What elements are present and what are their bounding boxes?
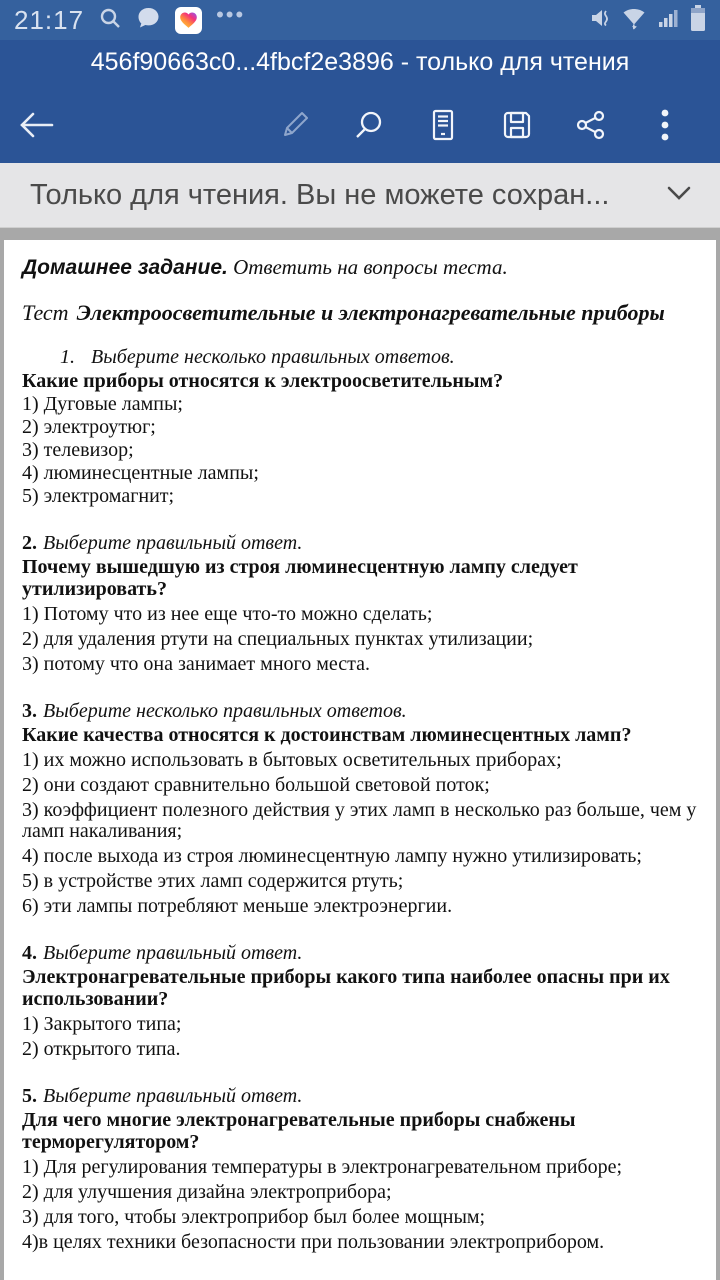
answer-option: 4) после выхода из строя люминесцентную лампу нужно утилизировать; <box>22 845 642 867</box>
question-instruction <box>22 1086 700 1107</box>
signal-strength-icon <box>656 5 682 36</box>
question-instruction <box>22 701 700 722</box>
instruction-text: Выберите правильный ответ. <box>43 532 303 554</box>
readonly-banner-text: Только для чтения. Вы не можете сохран... <box>30 178 610 211</box>
document-title: 456f90663c0...4fbcf2e3896 - только для чтения <box>90 48 630 76</box>
question-block <box>22 701 700 917</box>
instruction-text: Выберите правильный ответ. <box>43 1085 303 1107</box>
share-button[interactable] <box>554 109 628 141</box>
overflow-menu-button[interactable] <box>628 108 702 142</box>
save-button[interactable] <box>480 109 554 141</box>
answer-option: 6) эти лампы потребляют меньше электроэнергии. <box>22 895 453 917</box>
question-block <box>22 1086 700 1253</box>
answer-option: 2) для улучшения дизайна электроприбора; <box>22 1181 392 1203</box>
test-label: Тест <box>22 300 69 325</box>
answer-option: 2) открытого типа. <box>22 1038 181 1060</box>
question-text: Электронагревательные приборы какого типа наиболее опасны при их использовании? <box>22 966 670 1010</box>
homework-text: Ответить на вопросы теста. <box>227 255 508 279</box>
answer-option: 1) Дуговые лампы; <box>22 393 183 415</box>
answer-option: 2) они создают сравнительно большой световой поток; <box>22 774 490 796</box>
battery-icon <box>690 4 706 37</box>
question-text: Почему вышедшую из строя люминесцентную лампу следует утилизировать? <box>22 556 578 600</box>
edit-button[interactable] <box>258 109 332 141</box>
search-notification-icon <box>98 6 122 35</box>
question-block <box>22 347 700 507</box>
answer-option: 3) для того, чтобы электроприбор был более мощным; <box>22 1206 486 1228</box>
question-text: Какие приборы относятся к электроосветительным? <box>22 370 504 392</box>
question-block <box>22 533 700 675</box>
instruction-text: Выберите несколько правильных ответов. <box>91 346 455 368</box>
question-instruction <box>22 533 700 554</box>
save-icon <box>501 109 533 141</box>
search-button[interactable] <box>332 109 406 141</box>
answer-option: 4) люминесцентные лампы; <box>22 462 259 484</box>
app-bar <box>0 40 720 163</box>
question-number: 4. <box>22 942 37 964</box>
question-number: 3. <box>22 700 37 722</box>
answer-option: 1) их можно использовать в бытовых осветительных приборах; <box>22 749 562 771</box>
answer-option: 3) телевизор; <box>22 439 134 461</box>
notification-overflow-dots-icon: ••• <box>216 2 246 27</box>
back-arrow-icon <box>18 110 56 140</box>
answer-option: 2) электроутюг; <box>22 416 156 438</box>
overflow-menu-icon <box>660 108 670 142</box>
status-bar <box>0 0 720 40</box>
question-number: 2. <box>22 532 37 554</box>
question-block <box>22 943 700 1060</box>
chat-bubble-icon <box>136 6 161 35</box>
status-bar-left <box>14 2 246 36</box>
search-icon <box>353 109 385 141</box>
question-text: Какие качества относятся к достоинствам люминесцентных ламп? <box>22 724 632 746</box>
answer-option: 5) электромагнит; <box>22 485 175 507</box>
question-instruction <box>22 943 700 964</box>
answer-option: 4)в целях техники безопасности при пользовании электроприбором. <box>22 1231 605 1253</box>
answer-option: 2) для удаления ртути на специальных пунктах утилизации; <box>22 628 534 650</box>
mobile-view-icon <box>429 108 457 142</box>
document-canvas[interactable] <box>0 228 720 1280</box>
homework-label: Домашнее задание. <box>22 256 228 279</box>
clock: 21:17 <box>14 4 85 35</box>
share-icon <box>575 109 607 141</box>
answer-option: 1) Закрытого типа; <box>22 1013 182 1035</box>
mobile-view-button[interactable] <box>406 108 480 142</box>
questions-container <box>22 347 700 1253</box>
question-number: 5. <box>22 1085 37 1107</box>
question-instruction <box>22 347 700 368</box>
question-number: 1. <box>60 346 75 368</box>
answer-option: 3) потому что она занимает много места. <box>22 653 370 675</box>
toolbar-actions <box>258 108 702 142</box>
status-bar-right <box>586 4 706 37</box>
mute-icon <box>586 5 612 36</box>
back-button[interactable] <box>18 110 56 140</box>
document-page[interactable] <box>4 240 716 1280</box>
photo-app-icon <box>175 7 202 34</box>
answer-option: 5) в устройстве этих ламп содержится ртуть; <box>22 870 404 892</box>
edit-pencil-icon <box>279 109 311 141</box>
homework-line <box>22 254 700 281</box>
answer-option: 1) Потому что из нее еще что-то можно сделать; <box>22 603 433 625</box>
wifi-icon <box>620 5 648 36</box>
test-title-line <box>22 299 700 327</box>
test-title: Электроосветительные и электронагревательные приборы <box>76 300 665 325</box>
question-text: Для чего многие электронагревательные приборы снабжены терморегулятором? <box>22 1109 576 1153</box>
instruction-text: Выберите правильный ответ. <box>43 942 303 964</box>
toolbar <box>0 97 720 153</box>
chevron-down-icon[interactable] <box>664 183 694 208</box>
answer-option: 1) Для регулирования температуры в электронагревательном приборе; <box>22 1156 623 1178</box>
readonly-banner[interactable] <box>0 163 720 228</box>
instruction-text: Выберите несколько правильных ответов. <box>43 700 407 722</box>
answer-option: 3) коэффициент полезного действия у этих ламп в несколько раз больше, чем у ламп накаливания; <box>22 799 697 842</box>
